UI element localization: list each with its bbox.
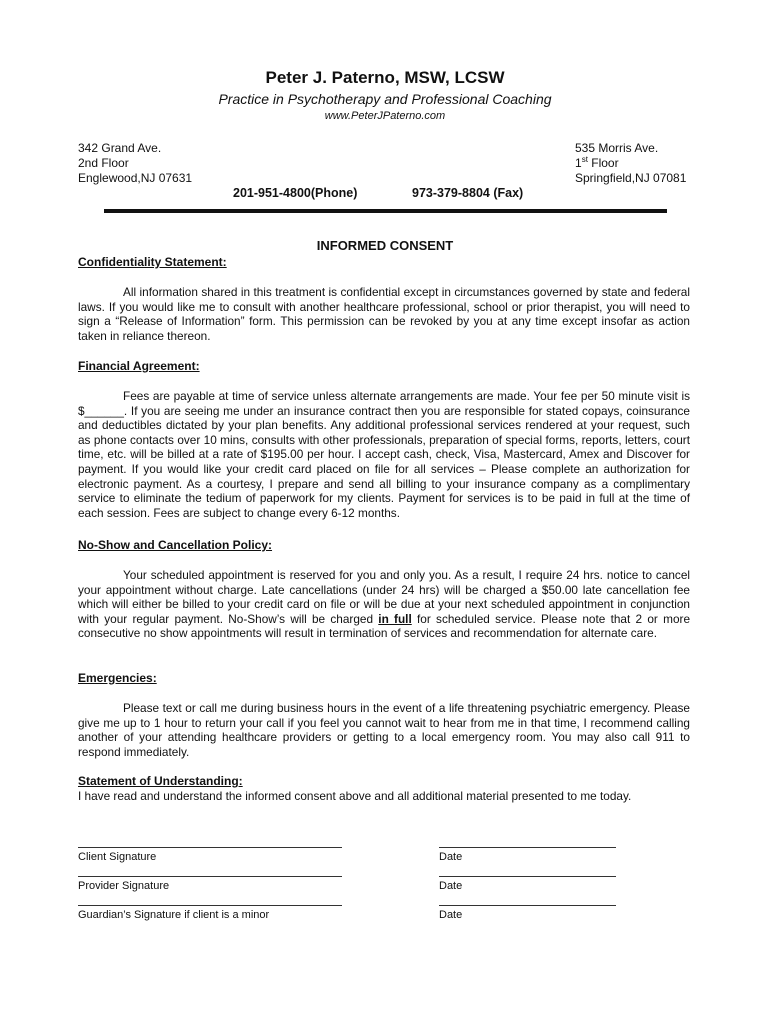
provider-date-line[interactable] [439,876,616,877]
section-heading: Statement of Understanding: [78,774,243,788]
no-show-section [78,538,690,641]
provider-date-label: Date [439,880,463,892]
confidentiality-section [78,255,690,343]
guardian-date-label: Date [439,909,463,921]
section-heading: No-Show and Cancellation Policy: [78,538,273,552]
section-body: Fees are payable at time of service unless alternate arrangements are made. Your fee per 50 minute visit is $______. If you are seeing me under an insurance contract then you are responsible for stated copays, coinsurance and deductibles dictated by your plan benefits. Any additional professional services rendered at your request, such as phone contacts over 10 mins, consults with other professionals, preparation of special forms, reports, letters, court time, etc. will be billed at a rate of $195.00 per hour. I accept cash, check, Visa, Mastercard, Amex and Discover for payment. If you would like your credit card placed on file for all services – Please complete an authorization for electronic payment. As a courtesy, I prepare and send all billing to your insurance company as a complimentary service to eliminate the tedium of paperwork for my clients. Payment for services is to be paid in full at the time of each session. Fees are subject to change every 6-12 months. [78,389,690,520]
floor-word: Floor [587,156,619,170]
provider-signature-line[interactable] [78,876,342,877]
document-title: INFORMED CONSENT [316,238,454,253]
guardian-date-line[interactable] [439,905,616,906]
phone-number: 201-951-4800(Phone) [233,186,358,200]
address-line: Springfield,NJ 07081 [575,171,687,185]
address-line: 535 Morris Ave. [575,141,659,155]
emphasized-text: in full [378,611,412,626]
section-heading: Emergencies: [78,671,157,685]
body-text-part: for scheduled service. Please note that 2 or more consecutive no show appointments will result in termination of services and recommendation for alternate care. [78,611,691,641]
client-date-line[interactable] [439,847,616,848]
understanding-section [78,774,690,804]
emergencies-section [78,671,690,759]
client-signature-label: Client Signature [78,851,157,863]
office-address-englewood [78,141,192,186]
provider-signature-label: Provider Signature [78,880,170,892]
practitioner-name: Peter J. Paterno, MSW, LCSW [265,68,505,87]
guardian-signature-line[interactable] [78,905,342,906]
section-body: I have read and understand the informed consent above and all additional material presented to me today. [78,789,632,803]
address-line [575,156,686,171]
address-line: 342 Grand Ave. [78,141,162,155]
section-body [78,568,690,641]
client-date-label: Date [439,851,463,863]
address-line: Englewood,NJ 07631 [78,171,193,185]
address-line: 2nd Floor [78,156,129,170]
section-body: Please text or call me during business hours in the event of a life threatening psychiatric emergency. Please give me up to 1 hour to return your call if you feel you cannot wait to hear from me in that time, I recommend calling another of your attending healthcare providers or getting to a local emergency room. You may also call 911 to respond immediately. [78,701,690,759]
header-divider [104,209,667,213]
body-text-part: Your scheduled appointment is reserved for you and only you. As a result, I require 24 hrs. notice to cancel your appointment without charge. Late cancellations (under 24 hrs) will be charged a $50.00 late cancellation fee which will either be billed to your credit card on file or will be due at your next scheduled appointment in conjunction with your regular payment. No-Show’s will be charged [78,568,690,626]
website-link[interactable]: www.PeterJPaterno.com [324,110,446,122]
floor-suffix: st [581,155,588,164]
section-heading: Financial Agreement: [78,359,200,373]
guardian-signature-label: Guardian’s Signature if client is a minor [78,909,270,921]
section-body: All information shared in this treatment is confidential except in circumstances governed by state and federal laws. If you would like me to consult with another healthcare professional, school or prior therapist, you will need to sign a “Release of Information” form. This permission can be revoked by you at any time except insofar as action taken in reliance thereon. [78,285,690,343]
practice-tagline: Practice in Psychotherapy and Professional Coaching [218,91,552,107]
floor-number: 1 [575,156,582,170]
office-address-springfield [575,141,686,186]
client-signature-line[interactable] [78,847,342,848]
section-heading: Confidentiality Statement: [78,255,227,269]
fax-number: 973-379-8804 (Fax) [412,186,524,200]
financial-section [78,359,690,520]
